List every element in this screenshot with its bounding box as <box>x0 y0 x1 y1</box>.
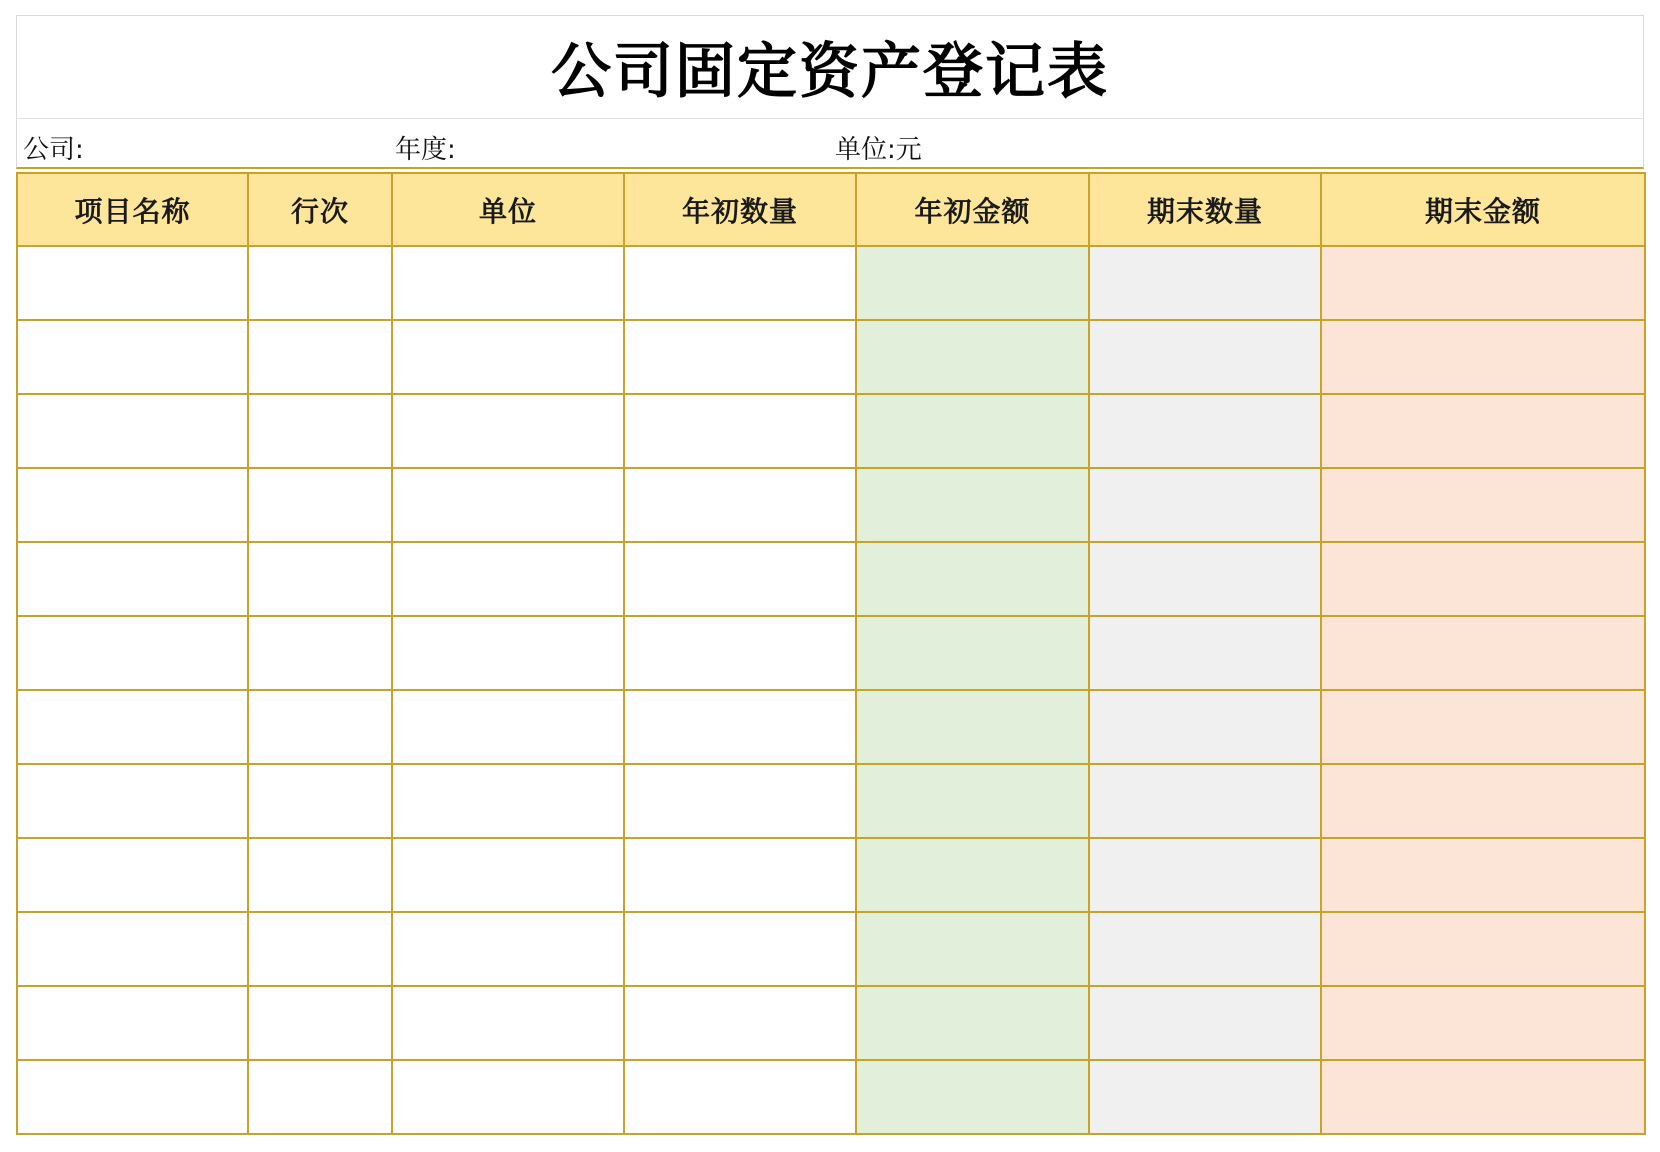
row-number-cell[interactable] <box>248 838 392 912</box>
header-opening-amount[interactable]: 年初金额 <box>856 173 1089 246</box>
header-closing-quantity[interactable]: 期末数量 <box>1089 173 1321 246</box>
table-row <box>17 320 1645 394</box>
row-number-cell[interactable] <box>248 542 392 616</box>
opening-quantity-cell[interactable] <box>624 246 856 320</box>
unit-label[interactable]: 单位:元 <box>835 135 922 165</box>
closing-amount-cell[interactable] <box>1321 246 1645 320</box>
unit-cell[interactable] <box>392 986 624 1060</box>
closing-quantity-cell[interactable] <box>1089 246 1321 320</box>
row-number-cell[interactable] <box>248 468 392 542</box>
opening-amount-cell[interactable] <box>856 320 1089 394</box>
opening-amount-cell[interactable] <box>856 690 1089 764</box>
closing-amount-cell[interactable] <box>1321 764 1645 838</box>
header-unit[interactable]: 单位 <box>392 173 624 246</box>
row-number-cell[interactable] <box>248 320 392 394</box>
opening-amount-cell[interactable] <box>856 1060 1089 1134</box>
opening-quantity-cell[interactable] <box>624 690 856 764</box>
row-number-cell[interactable] <box>248 394 392 468</box>
table-row <box>17 468 1645 542</box>
year-label[interactable]: 年度: <box>395 135 456 165</box>
registration-sheet <box>16 15 1644 1135</box>
table-row <box>17 1060 1645 1134</box>
opening-quantity-cell[interactable] <box>624 320 856 394</box>
title-cell[interactable] <box>16 15 1644 119</box>
unit-cell[interactable] <box>392 1060 624 1134</box>
row-number-cell[interactable] <box>248 1060 392 1134</box>
closing-amount-cell[interactable] <box>1321 616 1645 690</box>
closing-amount-cell[interactable] <box>1321 1060 1645 1134</box>
item-name-cell[interactable] <box>17 468 248 542</box>
opening-amount-cell[interactable] <box>856 912 1089 986</box>
table-row <box>17 838 1645 912</box>
header-row <box>17 173 1645 246</box>
item-name-cell[interactable] <box>17 838 248 912</box>
asset-table-wrapper <box>16 172 1644 1135</box>
closing-amount-cell[interactable] <box>1321 912 1645 986</box>
opening-amount-cell[interactable] <box>856 986 1089 1060</box>
unit-cell[interactable] <box>392 912 624 986</box>
closing-amount-cell[interactable] <box>1321 838 1645 912</box>
closing-quantity-cell[interactable] <box>1089 542 1321 616</box>
item-name-cell[interactable] <box>17 320 248 394</box>
unit-cell[interactable] <box>392 542 624 616</box>
table-row <box>17 246 1645 320</box>
row-number-cell[interactable] <box>248 616 392 690</box>
closing-amount-cell[interactable] <box>1321 320 1645 394</box>
closing-quantity-cell[interactable] <box>1089 468 1321 542</box>
opening-amount-cell[interactable] <box>856 764 1089 838</box>
opening-quantity-cell[interactable] <box>624 616 856 690</box>
closing-amount-cell[interactable] <box>1321 690 1645 764</box>
closing-quantity-cell[interactable] <box>1089 690 1321 764</box>
table-row <box>17 616 1645 690</box>
unit-cell[interactable] <box>392 394 624 468</box>
closing-quantity-cell[interactable] <box>1089 1060 1321 1134</box>
opening-amount-cell[interactable] <box>856 246 1089 320</box>
item-name-cell[interactable] <box>17 690 248 764</box>
header-closing-amount[interactable]: 期末金额 <box>1321 173 1645 246</box>
row-number-cell[interactable] <box>248 690 392 764</box>
table-row <box>17 764 1645 838</box>
unit-cell[interactable] <box>392 690 624 764</box>
opening-quantity-cell[interactable] <box>624 468 856 542</box>
row-number-cell[interactable] <box>248 912 392 986</box>
opening-quantity-cell[interactable] <box>624 764 856 838</box>
item-name-cell[interactable] <box>17 394 248 468</box>
table-row <box>17 394 1645 468</box>
table-row <box>17 986 1645 1060</box>
item-name-cell[interactable] <box>17 986 248 1060</box>
header-row-number[interactable]: 行次 <box>248 173 392 246</box>
closing-quantity-cell[interactable] <box>1089 912 1321 986</box>
closing-quantity-cell[interactable] <box>1089 616 1321 690</box>
opening-quantity-cell[interactable] <box>624 394 856 468</box>
item-name-cell[interactable] <box>17 542 248 616</box>
table-body <box>17 246 1645 1134</box>
unit-cell[interactable] <box>392 468 624 542</box>
item-name-cell[interactable] <box>17 764 248 838</box>
closing-amount-cell[interactable] <box>1321 468 1645 542</box>
header-opening-quantity[interactable]: 年初数量 <box>624 173 856 246</box>
unit-cell[interactable] <box>392 616 624 690</box>
opening-quantity-cell[interactable] <box>624 542 856 616</box>
opening-amount-cell[interactable] <box>856 394 1089 468</box>
closing-amount-cell[interactable] <box>1321 986 1645 1060</box>
table-row <box>17 690 1645 764</box>
table-row <box>17 912 1645 986</box>
opening-quantity-cell[interactable] <box>624 986 856 1060</box>
opening-quantity-cell[interactable] <box>624 838 856 912</box>
closing-amount-cell[interactable] <box>1321 394 1645 468</box>
item-name-cell[interactable] <box>17 616 248 690</box>
opening-quantity-cell[interactable] <box>624 912 856 986</box>
asset-table <box>16 172 1646 1135</box>
closing-quantity-cell[interactable] <box>1089 838 1321 912</box>
unit-cell[interactable] <box>392 246 624 320</box>
company-label[interactable]: 公司: <box>23 135 84 165</box>
row-number-cell[interactable] <box>248 764 392 838</box>
unit-cell[interactable] <box>392 764 624 838</box>
closing-quantity-cell[interactable] <box>1089 394 1321 468</box>
opening-quantity-cell[interactable] <box>624 1060 856 1134</box>
opening-amount-cell[interactable] <box>856 838 1089 912</box>
row-number-cell[interactable] <box>248 986 392 1060</box>
closing-quantity-cell[interactable] <box>1089 986 1321 1060</box>
table-row <box>17 542 1645 616</box>
item-name-cell[interactable] <box>17 912 248 986</box>
sheet-title: 公司固定资产登记表 <box>551 37 1109 107</box>
opening-amount-cell[interactable] <box>856 616 1089 690</box>
opening-amount-cell[interactable] <box>856 542 1089 616</box>
unit-cell[interactable] <box>392 838 624 912</box>
row-number-cell[interactable] <box>248 246 392 320</box>
header-item-name[interactable]: 项目名称 <box>17 173 248 246</box>
info-row <box>16 119 1644 169</box>
unit-cell[interactable] <box>392 320 624 394</box>
item-name-cell[interactable] <box>17 1060 248 1134</box>
closing-quantity-cell[interactable] <box>1089 764 1321 838</box>
closing-amount-cell[interactable] <box>1321 542 1645 616</box>
opening-amount-cell[interactable] <box>856 468 1089 542</box>
item-name-cell[interactable] <box>17 246 248 320</box>
closing-quantity-cell[interactable] <box>1089 320 1321 394</box>
